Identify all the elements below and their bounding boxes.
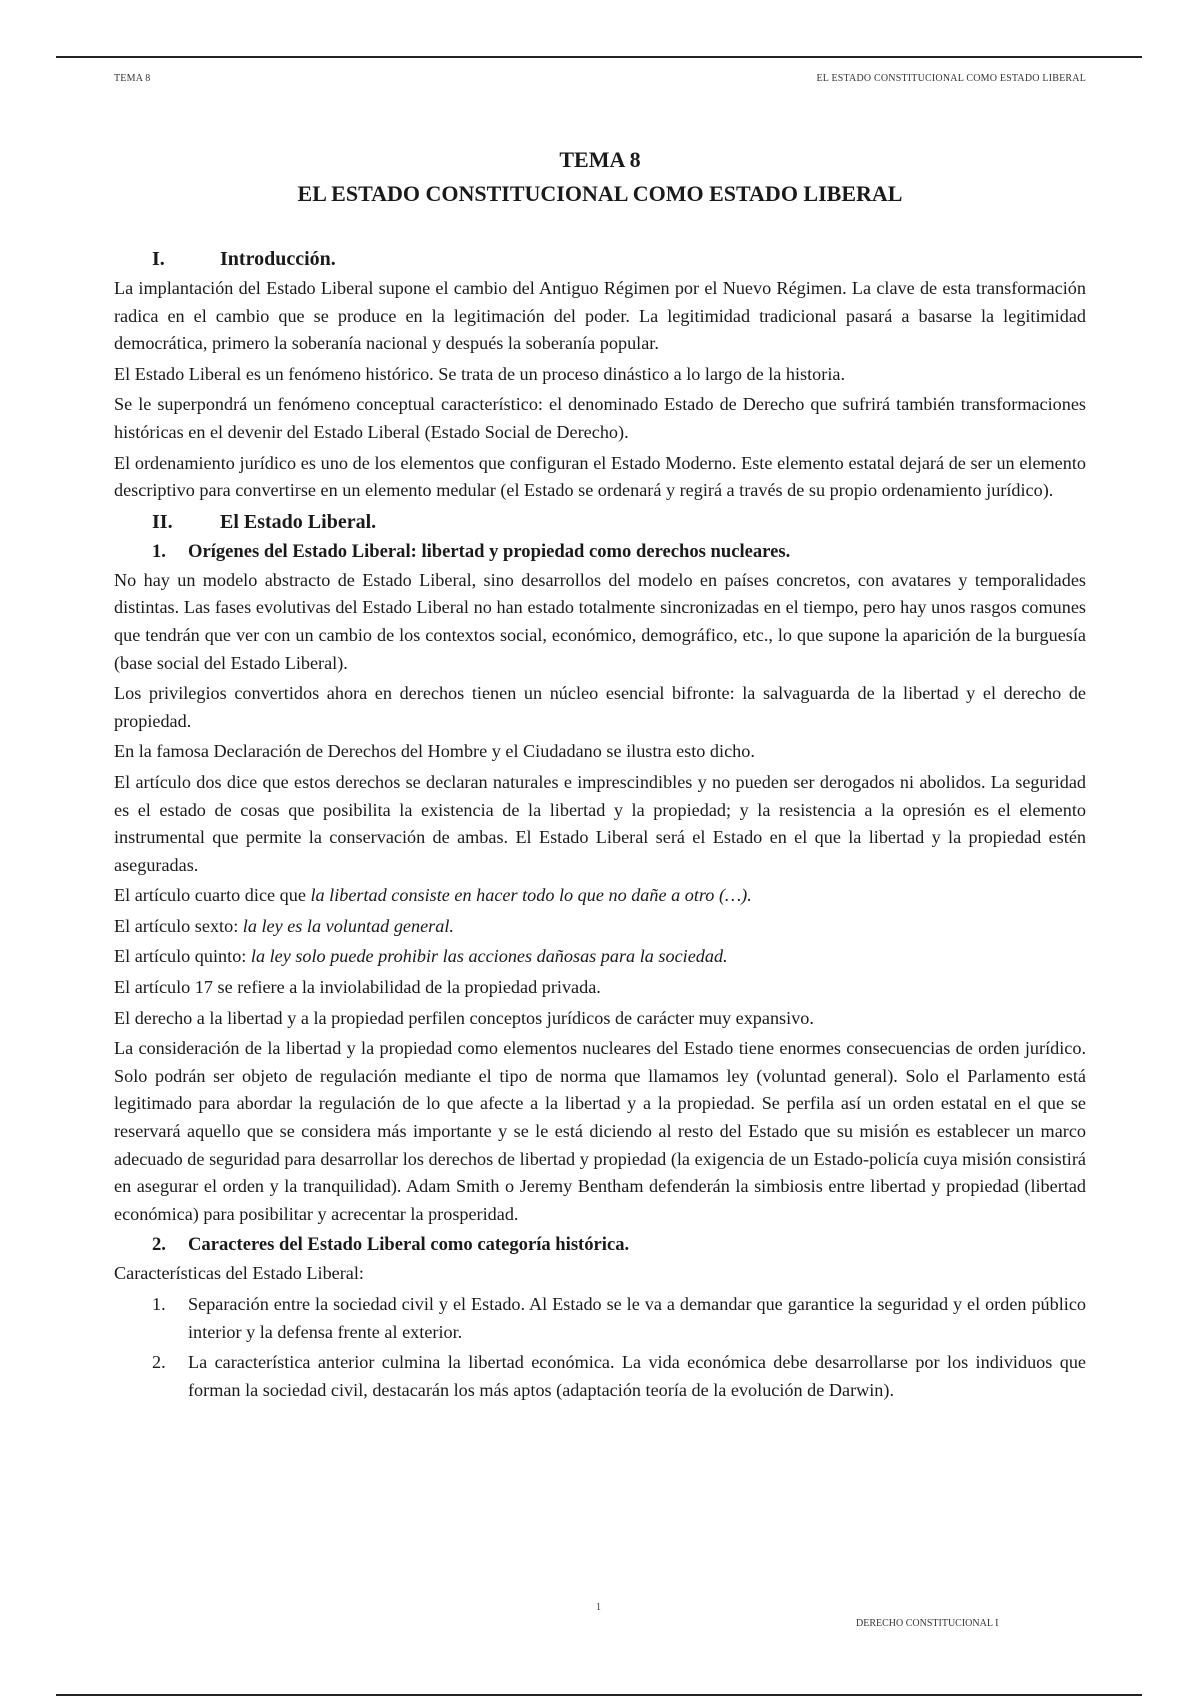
running-header-left: TEMA 8 (114, 73, 151, 84)
page-number: 1 (596, 1602, 601, 1613)
section-number: II. (152, 510, 173, 533)
list-number: 2. (152, 1352, 166, 1373)
paragraph: La implantación del Estado Liberal supone el cambio del Antiguo Régimen por el Nuevo Régimen. La clave de esta transformación radica en el cambio que se produce en la legitimación del poder. La legitimidad tradicional pasará a basarse la legitimidad democrática, primero la soberanía nacional y después la soberanía popular. (114, 278, 1086, 354)
paragraph-quote (114, 943, 1086, 971)
section-heading-estado-liberal (114, 508, 1086, 536)
running-header-right: EL ESTADO CONSTITUCIONAL COMO ESTADO LIBERAL (816, 73, 1086, 84)
section-number: I. (152, 248, 165, 270)
document-body (114, 245, 1086, 1407)
subsection-title: Caracteres del Estado Liberal como categoría histórica. (188, 1234, 630, 1256)
paragraph: La consideración de la libertad y la propiedad como elementos nucleares del Estado tiene enormes consecuencias de orden jurídico. Solo podrán ser objeto de regulación mediante el tipo de norma que llamamos ley (voluntad general). Solo el Parlamento está legitimado para abordar la regulación de lo que afecte a la libertad y a la propiedad. Se perfila así un orden estatal en el que se reservará aquello que se considera más importante y se le está diciendo al resto del Estado que su misión es establecer un marco adecuado de seguridad para desarrollar los derechos de libertad y propiedad (la exigencia de un Estado-policía cuya misión consistirá en asegurar el orden y la tranquilidad). Adam Smith o Jeremy Bentham defenderán la simbiosis entre libertad y propiedad (libertad económica) para posibilitar y acrecentar la prosperidad. (114, 1038, 1086, 1224)
document-title (114, 143, 1086, 211)
paragraph: Los privilegios convertidos ahora en derechos tienen un núcleo esencial bifronte: la salvaguarda de la libertad y el derecho de propiedad. (114, 683, 1086, 731)
list-number: 1. (152, 1294, 166, 1314)
section-heading-introduccion (114, 245, 1086, 273)
list-text: La característica anterior culmina la libertad económica. La vida económica debe desarrollarse por los individuos que forman la sociedad civil, destacarán los más aptos (adaptación teoría de la evolución de Darwin). (188, 1352, 1086, 1400)
subsection-heading-origenes (114, 538, 1086, 565)
list-text: Separación entre la sociedad civil y el Estado. Al Estado se le va a demandar que garantice la seguridad y el orden público interior y la defensa frente al exterior. (188, 1294, 1086, 1342)
running-footer: DERECHO CONSTITUCIONAL I (856, 1618, 999, 1629)
list-item (114, 1349, 1086, 1404)
quote-text: la libertad consiste en hacer todo lo que no dañe a otro (…). (310, 885, 752, 906)
quote-text: la ley es la voluntad general. (242, 915, 454, 936)
subsection-number: 2. (152, 1234, 166, 1256)
paragraph: El artículo dos dice que estos derechos se declaran naturales e imprescindibles y no pueden ser derogados ni abolidos. La seguridad es el estado de cosas que posibilita la existencia de la libertad y la propiedad; y la resistencia a la opresión es el elemento instrumental que permite la conservación de ambas. El Estado Liberal será el Estado en el que la libertad y la propiedad estén aseguradas. (114, 771, 1086, 875)
section-title: El Estado Liberal. (220, 510, 377, 533)
paragraph: En la famosa Declaración de Derechos del Hombre y el Ciudadano se ilustra esto dicho. (114, 741, 755, 762)
title-line-1: TEMA 8 (559, 147, 641, 172)
quote-lead: El artículo sexto: (114, 915, 243, 936)
list-item (114, 1291, 1086, 1346)
paragraph-quote (114, 882, 1086, 910)
quote-lead: El artículo quinto: (114, 946, 251, 967)
paragraph: Se le superpondrá un fenómeno conceptual característico: el denominado Estado de Derecho que sufrirá también transformaciones históricas en el devenir del Estado Liberal (Estado Social de Derecho). (114, 394, 1086, 442)
paragraph: Características del Estado Liberal: (114, 1263, 364, 1284)
subsection-number: 1. (152, 540, 166, 562)
paragraph: El Estado Liberal es un fenómeno histórico. Se trata de un proceso dinástico a lo largo de la historia. (114, 363, 845, 384)
title-line-2: EL ESTADO CONSTITUCIONAL COMO ESTADO LIBERAL (297, 181, 903, 206)
paragraph: No hay un modelo abstracto de Estado Liberal, sino desarrollos del modelo en países concretos, con avatares y temporalidades distintas. Las fases evolutivas del Estado Liberal no han estado totalmente sincronizadas en el tiempo, pero hay unos rasgos comunes que tendrán que ver con un cambio de los contextos social, económico, demográfico, etc., lo que supone la aparición de la burguesía (base social del Estado Liberal). (114, 569, 1086, 673)
quote-text: la ley solo puede prohibir las acciones dañosas para la sociedad. (250, 946, 728, 967)
paragraph-quote (114, 913, 1086, 941)
paragraph: El ordenamiento jurídico es uno de los elementos que configuran el Estado Moderno. Este elemento estatal dejará de ser un elemento descriptivo para convertirse en un elemento medular (el Estado se ordenará y regirá a través de su propio ordenamiento jurídico). (114, 452, 1086, 501)
paragraph: El artículo 17 se refiere a la inviolabilidad de la propiedad privada. (114, 977, 601, 998)
section-title: Introducción. (220, 248, 336, 270)
quote-lead: El artículo cuarto dice que (114, 885, 311, 906)
subsection-title: Orígenes del Estado Liberal: libertad y propiedad como derechos nucleares. (188, 540, 791, 562)
bottom-rule (56, 1694, 1142, 1696)
top-rule (56, 56, 1142, 58)
subsection-heading-caracteres (114, 1231, 1086, 1258)
paragraph: El derecho a la libertad y a la propiedad perfilen conceptos jurídicos de carácter muy expansivo. (114, 1007, 814, 1028)
